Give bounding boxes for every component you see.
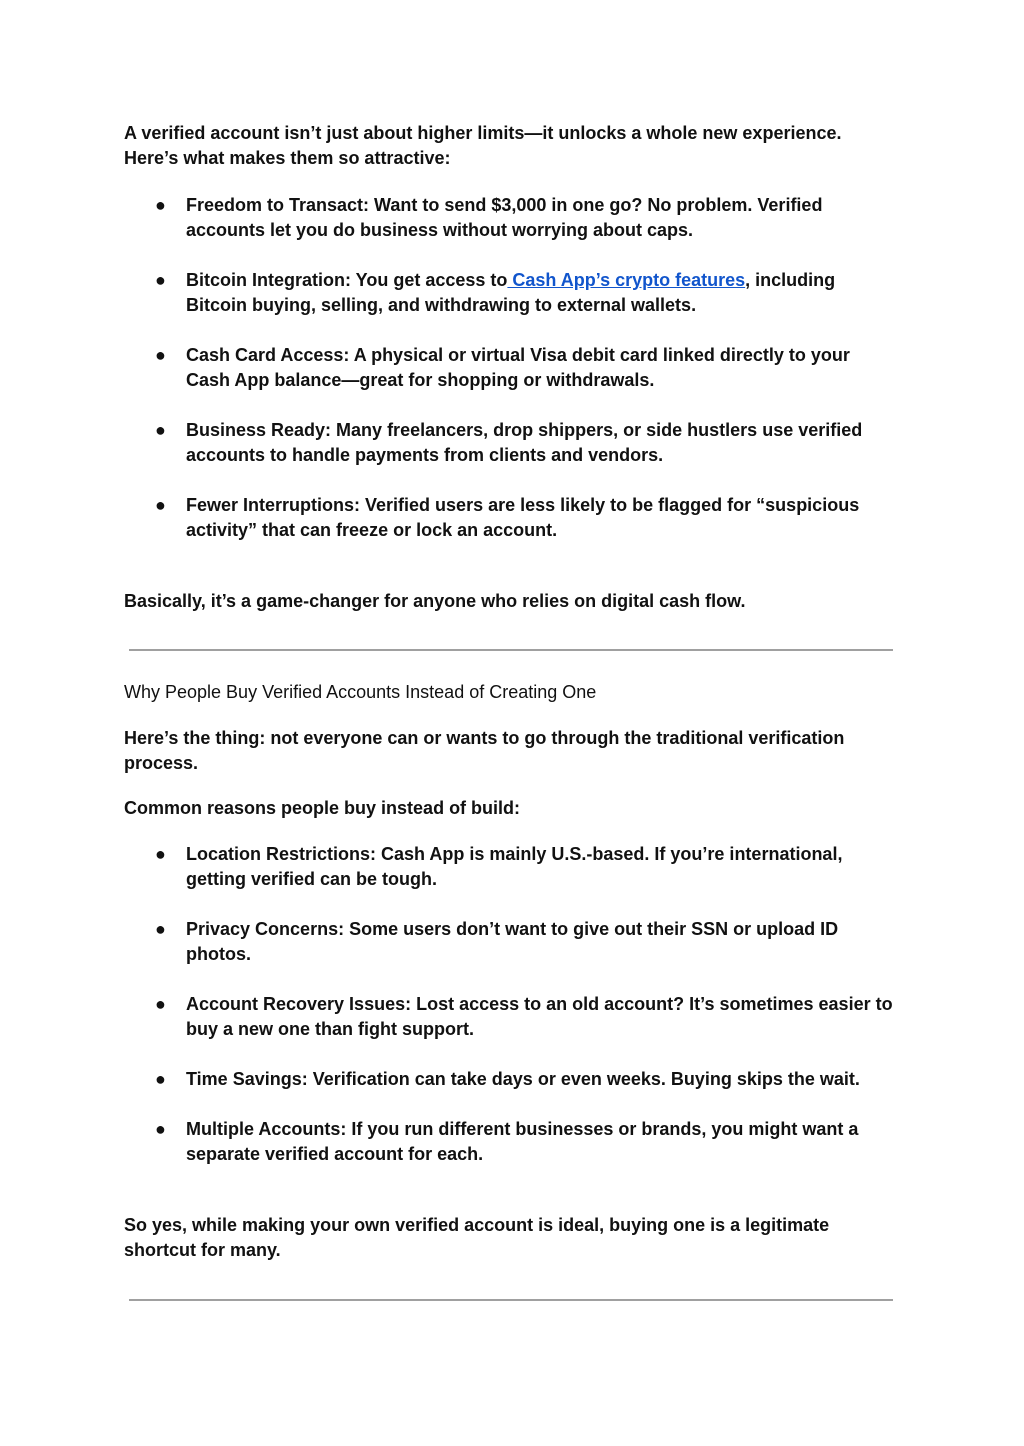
bullet-icon: ● xyxy=(155,844,166,864)
section1-intro: A verified account isn’t just about higher limits—it unlocks a whole new experience. Here’s what makes them so attractive: xyxy=(124,123,842,168)
cash-app-crypto-link[interactable]: Cash App’s crypto features xyxy=(507,270,746,290)
section-divider xyxy=(129,1299,893,1301)
list-item-text: Location Restrictions: Cash App is mainly U.S.-based. If you’re international, getting verified can be tough. xyxy=(186,844,843,889)
bullet-icon: ● xyxy=(155,420,166,440)
list-item xyxy=(124,193,898,243)
list-item-text-after-link: , including Bitcoin buying, selling, and withdrawing to external wallets. xyxy=(186,270,836,315)
list-item-text: Cash Card Access: A physical or virtual Visa debit card linked directly to your Cash App balance—great for shopping or withdrawals. xyxy=(186,345,850,390)
document-body xyxy=(124,121,898,1301)
section2-conclusion: So yes, while making your own verified account is ideal, buying one is a legitimate shortcut for many. xyxy=(124,1215,830,1260)
section2-lead: Common reasons people buy instead of build: xyxy=(124,798,521,818)
list-item xyxy=(124,493,898,543)
list-item xyxy=(124,992,898,1042)
list-item-text: Freedom to Transact: Want to send $3,000 in one go? No problem. Verified accounts let you do business without worrying about caps. xyxy=(186,195,823,240)
list-item xyxy=(124,268,898,318)
bullet-icon: ● xyxy=(155,495,166,515)
list-item xyxy=(124,842,898,892)
bullet-icon: ● xyxy=(155,345,166,365)
bullet-icon: ● xyxy=(155,270,166,290)
list-item-text: Business Ready: Many freelancers, drop shippers, or side hustlers use verified accounts to handle payments from clients and vendors. xyxy=(186,420,863,465)
list-item-text: Privacy Concerns: Some users don’t want to give out their SSN or upload ID photos. xyxy=(186,919,839,964)
bullet-icon: ● xyxy=(155,1069,166,1089)
list-item xyxy=(124,1117,898,1167)
bullet-icon: ● xyxy=(155,994,166,1014)
list-item-text-before-link: Bitcoin Integration: You get access to xyxy=(186,270,508,290)
bullet-icon: ● xyxy=(155,919,166,939)
list-item-text: Account Recovery Issues: Lost access to an old account? It’s sometimes easier to buy a new one than fight support. xyxy=(186,994,893,1039)
list-item-text: Fewer Interruptions: Verified users are less likely to be flagged for “suspicious activity” that can freeze or lock an account. xyxy=(186,495,860,540)
list-item xyxy=(124,917,898,967)
section-divider xyxy=(129,649,893,651)
section2-intro: Here’s the thing: not everyone can or wants to go through the traditional verification process. xyxy=(124,728,845,773)
bullet-icon: ● xyxy=(155,1119,166,1139)
list-item xyxy=(124,418,898,468)
bullet-icon: ● xyxy=(155,195,166,215)
section2-heading: Why People Buy Verified Accounts Instead of Creating One xyxy=(124,682,597,702)
section1-bullet-list xyxy=(124,193,898,543)
list-item xyxy=(124,1067,898,1092)
list-item-text: Multiple Accounts: If you run different businesses or brands, you might want a separate verified account for each. xyxy=(186,1119,859,1164)
section2-bullet-list xyxy=(124,842,898,1167)
list-item-text: Time Savings: Verification can take days or even weeks. Buying skips the wait. xyxy=(186,1069,860,1089)
list-item xyxy=(124,343,898,393)
section1-conclusion: Basically, it’s a game-changer for anyone who relies on digital cash flow. xyxy=(124,591,746,611)
